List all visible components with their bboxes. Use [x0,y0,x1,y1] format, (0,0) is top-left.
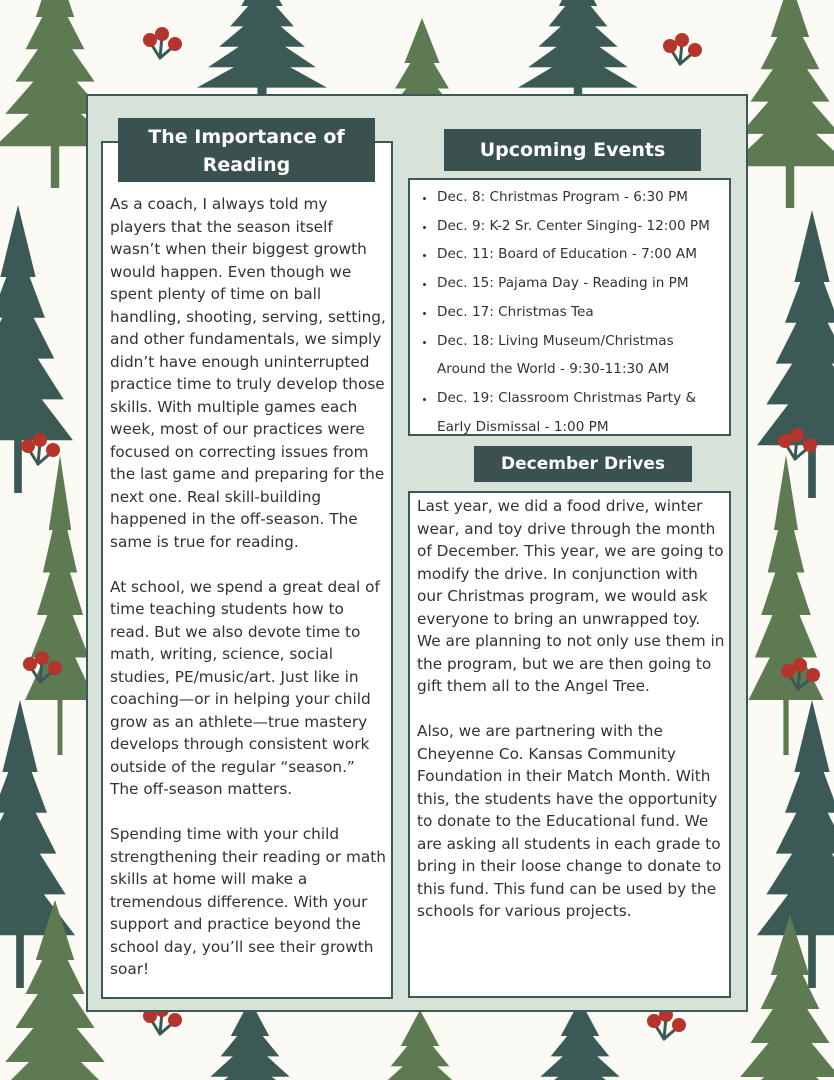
event-item: • Dec. 8: Christmas Program - 6:30 PM [435,183,725,212]
reading-paragraph-1: As a coach, I always told my players that the season itself wasn’t when their biggest growth would happen. Even though we spent plenty of time on ball handling, shooting, serving, setting, and other fundamentals, we simply didn’t have enough uninterrupted practice time to truly develop those skills. With multiple games each week, most of our practices were focused on correcting issues from the last game and preparing for the next one. Real skill-building happened in the off-season. The same is true for reading. [110,195,386,551]
events-list-box [408,178,731,436]
event-item: • Dec. 11: Board of Education - 7:00 AM [435,240,725,269]
reading-article [101,141,393,999]
reading-paragraph-2: At school, we spend a great deal of time teaching students how to read. But we also devote time to math, writing, science, social studies, PE/music/art. Just like in coaching—or in helping your child grow as an athlete—true mastery develops through consistent work outside of the regular “season.” The off-season matters. [110,577,380,798]
drives-title: December Drives [474,446,692,482]
holly-berries-icon [663,33,702,64]
pine-tree-icon [360,1010,480,1080]
holly-berries-icon [143,27,182,58]
drives-article [408,491,731,998]
reading-paragraph-3: Spending time with your child strengthening their reading or math skills at home will make a tremendous difference. With your support and practice beyond the school day, you’ll see their growth soar! [110,825,387,978]
event-item: • Dec. 19: Classroom Christmas Party & Early Dismissal - 1:00 PM [435,384,725,441]
event-item: • Dec. 15: Pajama Day - Reading in PM [435,269,725,298]
events-list [418,183,725,441]
drives-paragraph-1: Last year, we did a food drive, winter wear, and toy drive through the month of December. This year, we are going to modify the drive. In conjunction with our Christmas program, we would ask everyone to bring an unwrapped toy. We are planning to not only use them in the program, but we are then going to gift them all to the Angel Tree. [417,497,725,695]
event-item: • Dec. 9: K-2 Sr. Center Singing- 12:00 PM [435,212,725,241]
pine-tree-icon [25,455,95,755]
event-item: • Dec. 18: Living Museum/Christmas Around the World - 9:30-11:30 AM [435,327,725,384]
pine-tree-icon [0,205,73,493]
pine-tree-icon [520,1000,640,1080]
reading-title: The Importance of Reading [118,118,375,182]
drives-paragraph-2: Also, we are partnering with the Cheyenne Co. Kansas Community Foundation in their Match Month. With this, the students have the opportunity to donate to the Educational fund. We are asking all students in each grade to bring in their loose change to donate to this fund. This fund can be used by the schools for various projects. [417,722,722,920]
events-title: Upcoming Events [444,129,701,171]
pine-tree-icon [190,1000,310,1080]
holly-berries-icon [647,1008,686,1039]
event-item: • Dec. 17: Christmas Tea [435,298,725,327]
